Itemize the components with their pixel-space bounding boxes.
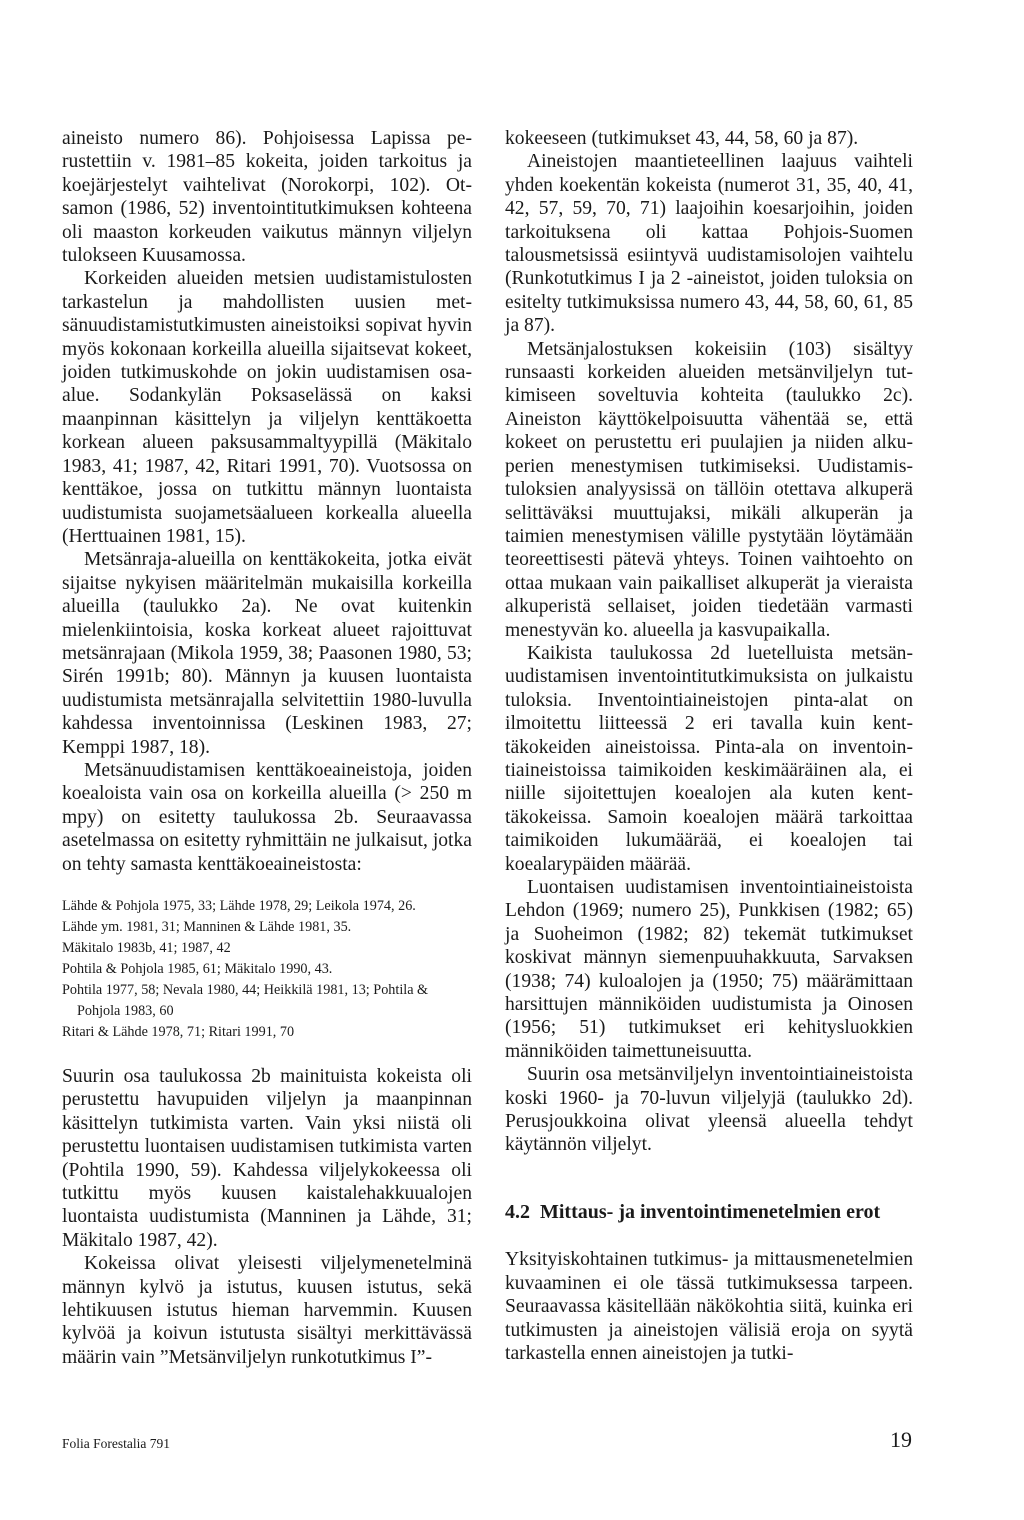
left-column	[62, 127, 472, 1369]
page-number: 19	[890, 1427, 912, 1452]
left-paragraph-3: Metsänraja-alueilla on kenttäkokeita, jotka eivät sijaitse nykyisen määritelmän mukaisilla korkeilla alueilla (taulukko 2a). Ne ovat kuitenkin mielenkiintoisia, koska korkeat alueet rajoittuvat metsänrajaan (Mikola 1959, 38; Paasonen 1980, 53; Sirén 1991b; 80). Männyn ja kuusen luontaista uudistumista metsänrajalla selvitettiin 1980-luvulla kahdessa inventoinnissa (Leskinen 1983, 27; Kemppi 1987, 18).	[62, 549, 472, 758]
reference-item: Lähde & Pohjola 1975, 33; Lähde 1978, 29; Leikola 1974, 26.	[62, 898, 416, 914]
section-number: 4.2	[505, 1200, 530, 1223]
right-paragraph-3: Metsänjalostuksen kokeisiin (103) sisältyy runsaasti korkeiden alueiden metsänviljelyn tutkimiseen soveltuvia kohteita (taulukko 2c). Aineiston käyttökelpoisuutta vähentää se, että kokeet on perustettu eri puulajien ja niiden alkuperien menestymisen tutkimiseksi. Uudistamistuloksien analyysissä on tällöin otettava alkuperä selittäväksi muuttujaksi, mikäli alkuperän ja taimien menestymisen välille pystytään löytämään teoreettisesti pätevä yhteys. Toinen vaihtoehto on ottaa mukaan vain paikalliset alkuperät ja vieraista alkuperistä sellaiset, joiden tiedetään varmasti menestyvän ko. alueella ja kasvupaikalla.	[505, 338, 913, 641]
left-paragraph-6: Kokeissa olivat yleisesti viljelymenetelminä männyn kylvö ja istutus, kuusen istutus, sekä lehtikuusen istutus hieman harvemmin. Kuusen kylvöä ja koivun istutusta sisältyi merkittävässä määrin vain ”Metsänviljelyn runkotutkimus I”-	[62, 1253, 472, 1368]
right-paragraph-1: kokeeseen (tutkimukset 43, 44, 58, 60 ja 87).	[505, 128, 859, 149]
left-paragraph-4: Metsänuudistamisen kenttäkoeaineistoja, joiden koealoista vain osa on korkeilla alueilla (> 250 m mpy) on esitetty taulukossa 2b. Seuraavassa asetelmassa on esitetty ryhmittäin ne julkaisut, jotka on tehty samasta kenttäkoeaineistosta:	[62, 759, 472, 875]
reference-list	[62, 896, 472, 1043]
left-paragraph-5: Suurin osa taulukossa 2b mainituista kokeista oli perustettu havupuiden viljelyn ja maanpinnan käsittelyn tutkimista varten. Vain yksi niistä oli perustettu luontaisen uudistamisen tutkimista varten (Pohtila 1990, 59). Kahdessa viljelykokeessa oli tutkittu myös kuusen kaistalehakkuualojen luontaista uudistumista (Manninen ja Lähde, 31; Mäkitalo 1987, 42).	[62, 1066, 472, 1251]
reference-item: Pohtila & Pohjola 1985, 61; Mäkitalo 1990, 43.	[62, 961, 333, 977]
reference-item: Lähde ym. 1981, 31; Manninen & Lähde 1981, 35.	[62, 919, 352, 935]
right-paragraph-5: Luontaisen uudistamisen inventointiaineistoista Lehdon (1969; numero 25), Punkkisen (1982; 65) ja Suoheimon (1982; 82) tekemät tutkimukset koskivat männyn siemenpuuhakkuuta, Sarvaksen (1938; 74) kuloalojen ja (1950; 75) määrämittaan harsittujen männiköiden uudistumista ja Oinosen (1956; 51) tutkimukset eri kehitysluokkien männiköiden taimettuneisuutta.	[505, 877, 913, 1062]
right-paragraph-4: Kaikista taulukossa 2d luetelluista metsänuudistamisen inventointitutkimuksista on julkaistu tuloksia. Inventointiaineistojen pinta-alat on ilmoitettu liitteessä 2 eri tavalla kuin kenttäkokeiden aineistoissa. Pinta-ala on inventointiaineistoissa taimikoiden keskimääräinen ala, ei niille sijoitettujen koealojen ala kuten kenttäkokeissa. Samoin koealojen määrä tarkoittaa taimikoiden lukumäärää, ei koealojen tai koealarypäiden määrää.	[505, 642, 913, 875]
reference-item: Pohtila 1977, 58; Nevala 1980, 44; Heikkilä 1981, 13; Pohtila & Pohjola 1983, 60	[62, 982, 429, 1019]
left-paragraph-1: aineisto numero 86). Pohjoisessa Lapissa perustettiin v. 1981–85 kokeita, joiden tarkoitus ja koejärjestelyt vaihtelivat (Norokorpi, 102). Otsamon (1986, 52) inventointitutkimuksen kohteena oli maaston korkeuden vaikutus männyn viljelyn tulokseen Kuusamossa.	[62, 128, 472, 267]
right-paragraph-7: Yksityiskohtainen tutkimus- ja mittausmenetelmien kuvaaminen ei ole tässä tutkimuksessa tarpeen. Seuraavassa käsitellään näkökohtia siitä, kuinka eri tutkimusten ja aineistojen välisiä eroja on syytä tarkastella ennen aineistojen ja tutki-	[505, 1249, 913, 1364]
reference-item: Mäkitalo 1983b, 41; 1987, 42	[62, 940, 231, 956]
journal-footer: Folia Forestalia 791	[62, 1436, 170, 1451]
reference-item: Ritari & Lähde 1978, 71; Ritari 1991, 70	[62, 1024, 295, 1040]
right-paragraph-6: Suurin osa metsänviljelyn inventointiaineistoista koski 1960- ja 70-luvun viljelyjä (taulukko 2d). Perusjoukkoina olivat yleensä alueella tehdyt käytännön viljelyt.	[505, 1064, 913, 1156]
section-heading	[505, 1201, 913, 1224]
section-title: Mittaus- ja inventointimenetelmien erot	[540, 1200, 881, 1223]
left-paragraph-2: Korkeiden alueiden metsien uudistamistulosten tarkastelun ja mahdollisten uusien metsänuudistamistutkimusten aineistoiksi sopivat hyvin myös kokonaan korkeilla alueilla sijaitsevat kokeet, joiden tutkimuskohde on jokin uudistamisen osa-alue. Sodankylän Poksaselässä on kaksi maanpinnan käsittelyn ja viljelyn kenttäkoetta korkean alueen paksusammaltyypillä (Mäkitalo 1983, 41; 1987, 42, Ritari 1991, 70). Vuotsossa on kenttäkoe, jossa on tutkittu männyn luontaista uudistumista suojametsäalueen korkealla alueella (Herttuainen 1981, 15).	[62, 268, 472, 547]
right-column	[505, 127, 913, 1365]
right-paragraph-2: Aineistojen maantieteellinen laajuus vaihteli yhden koekentän kokeista (numerot 31, 35, 40, 41, 42, 57, 59, 70, 71) laajoihin koesarjoihin, joiden tarkoituksena oli kattaa Pohjois-Suomen talousmetsissä esiintyvä uudistamisolojen vaihtelu (Runkotutkimus I ja 2 -aineistot, joiden tuloksia on esitelty tutkimuksissa numero 43, 44, 58, 60, 61, 85 ja 87).	[505, 151, 913, 337]
